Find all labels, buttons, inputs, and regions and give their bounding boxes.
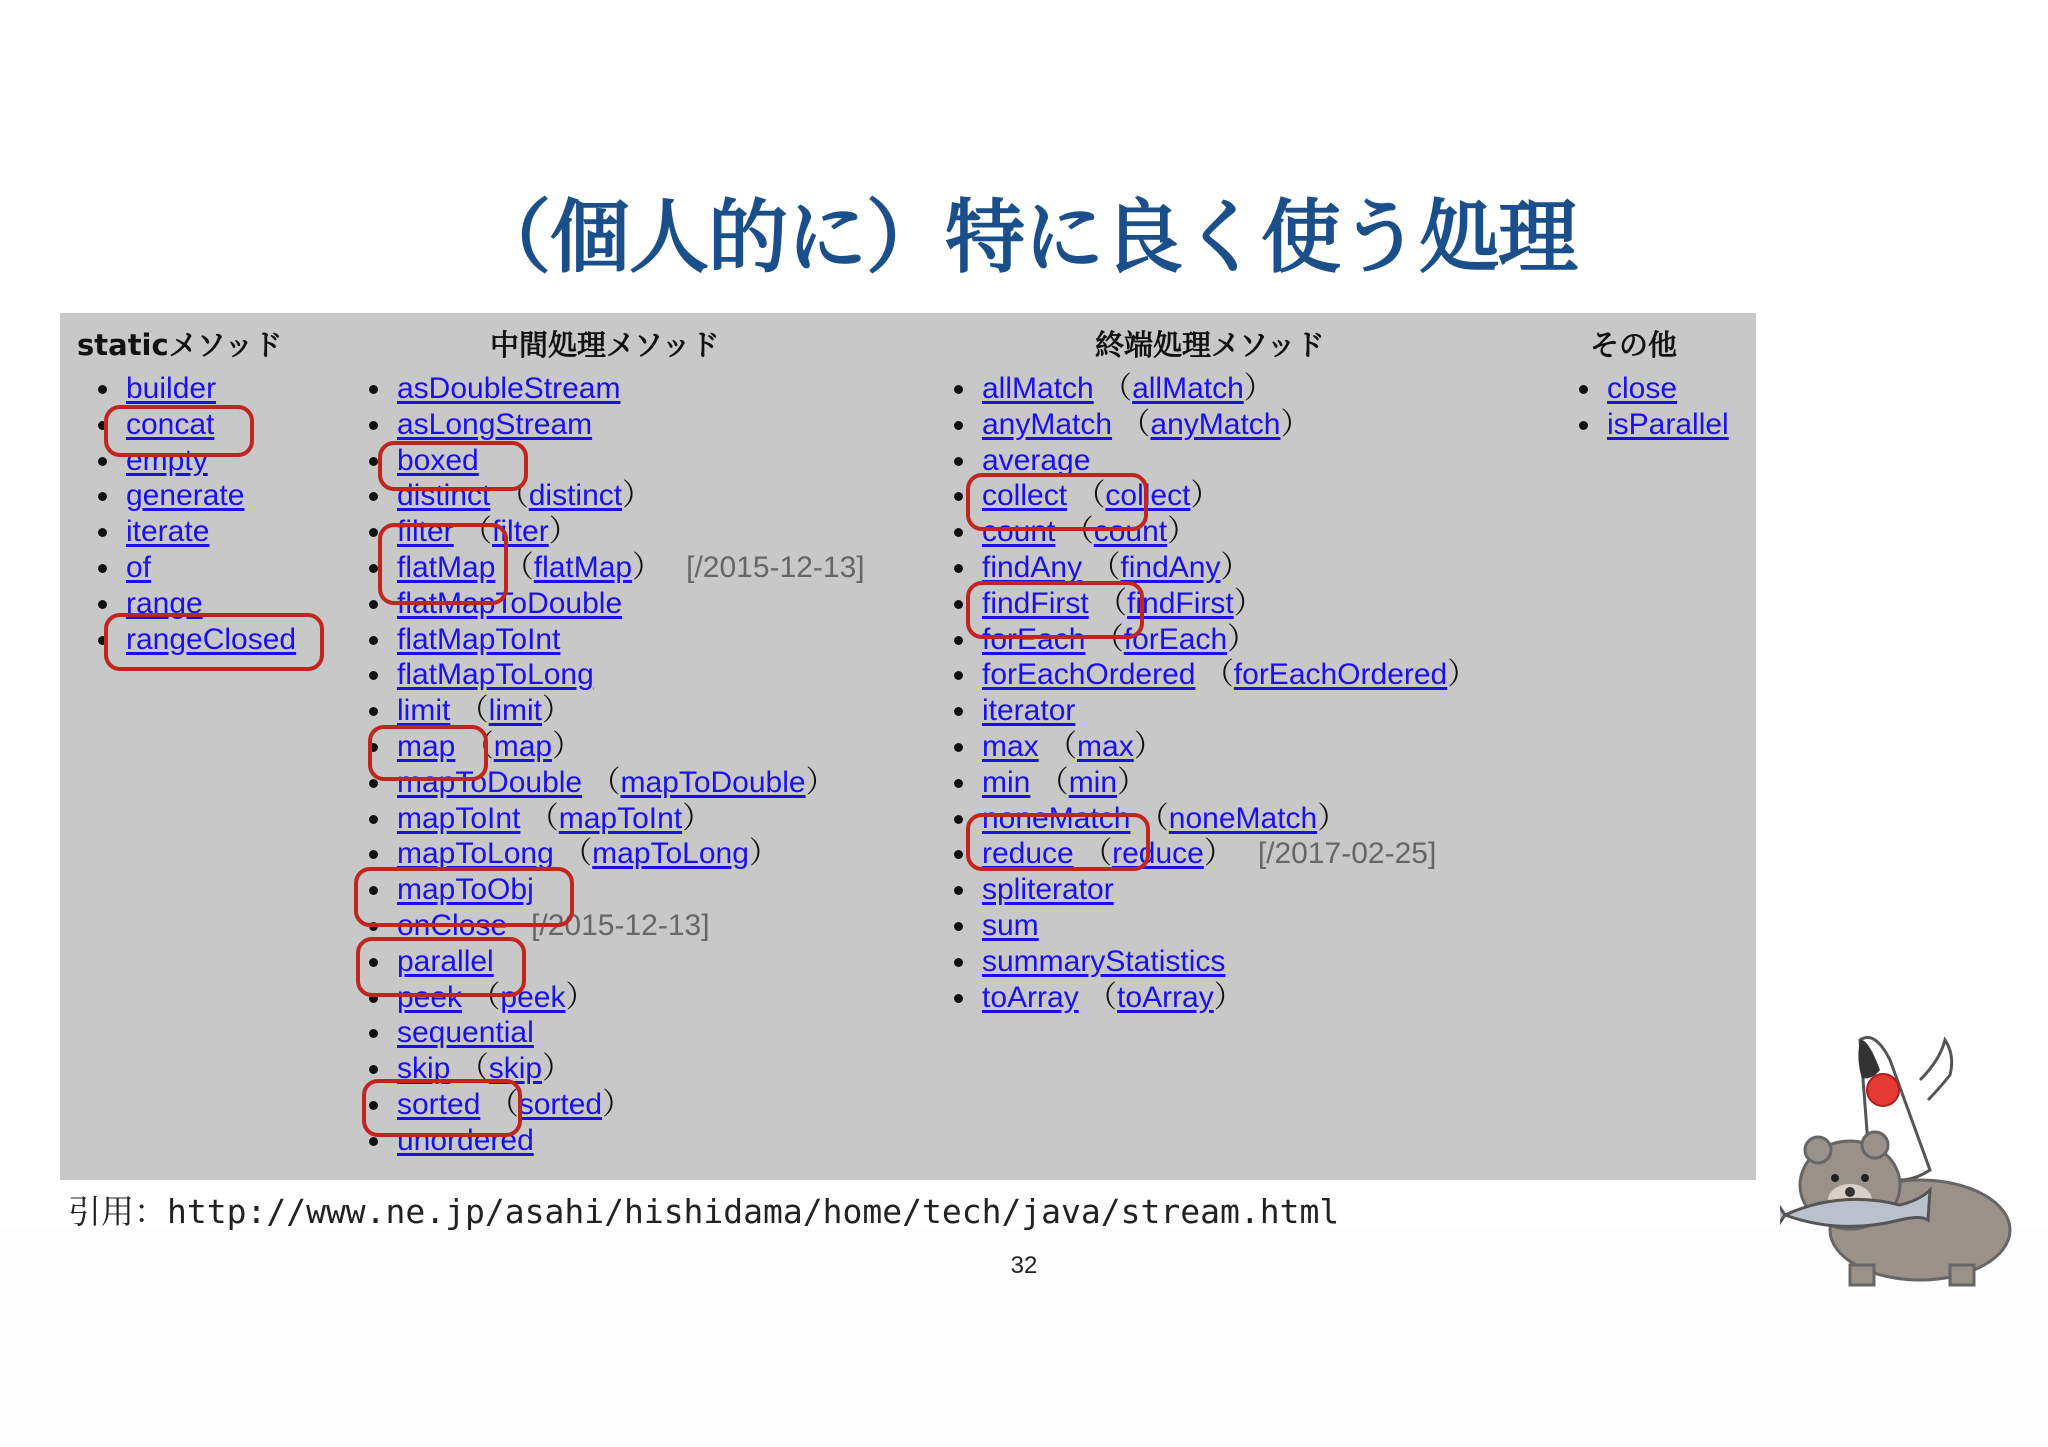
method-item-mapToInt	[397, 801, 865, 837]
duke-bear-mascot-illustration	[1780, 1020, 2030, 1290]
method-link-peek[interactable]: peek	[397, 980, 463, 1014]
method-item-sequential	[397, 1015, 865, 1051]
column-heading-intermediate: 中間処理メソッド	[490, 328, 720, 362]
method-link-filter[interactable]: filter	[397, 515, 454, 549]
method-link-unordered[interactable]: unordered	[397, 1123, 534, 1157]
method-item-unordered	[397, 1123, 865, 1159]
method-link-asLongStream[interactable]: asLongStream	[397, 407, 593, 441]
primitive-method-link-max[interactable]: max	[1077, 729, 1134, 763]
method-link-of[interactable]: of	[126, 550, 152, 584]
paren-close: ）	[552, 729, 583, 763]
primitive-method-link-anyMatch[interactable]: anyMatch	[1150, 407, 1281, 441]
bullet-icon	[369, 492, 378, 501]
method-link-empty[interactable]: empty	[126, 443, 208, 477]
method-item-onClose	[397, 908, 865, 944]
primitive-method-link-sorted[interactable]: sorted	[518, 1087, 603, 1121]
paren-close: ）	[1167, 515, 1198, 549]
paren-close: ）	[1317, 801, 1348, 835]
method-link-range[interactable]: range	[126, 586, 203, 620]
paren-open: （	[450, 694, 489, 728]
bullet-icon	[98, 636, 107, 645]
paren-open: （	[1130, 801, 1169, 835]
method-item-rangeClosed	[126, 622, 296, 658]
paren-open: （	[1030, 765, 1069, 799]
update-date: [/2015-12-13]	[531, 908, 710, 942]
method-item-anyMatch	[982, 407, 1477, 443]
method-item-noneMatch	[982, 801, 1477, 837]
method-link-isParallel[interactable]: isParallel	[1607, 407, 1729, 441]
update-date: [/2015-12-13]	[686, 550, 865, 584]
paren-open: （	[453, 515, 493, 549]
bullet-icon	[369, 671, 378, 680]
paren-close: ）	[1233, 586, 1264, 620]
primitive-method-link-filter[interactable]: filter	[492, 515, 549, 549]
method-item-mapToLong	[397, 836, 865, 872]
method-item-findFirst	[982, 586, 1477, 622]
paren-close: ）	[1213, 980, 1244, 1014]
primitive-method-link-mapToDouble[interactable]: mapToDouble	[620, 765, 806, 799]
method-link-sum[interactable]: sum	[982, 908, 1039, 942]
paren-close: ）	[1190, 479, 1221, 513]
bullet-icon	[954, 994, 963, 1003]
method-item-forEachOrdered	[982, 657, 1477, 693]
primitive-method-link-forEach[interactable]: forEach	[1123, 622, 1228, 656]
paren-open: （	[1112, 407, 1151, 441]
method-item-limit	[397, 693, 865, 729]
bullet-icon	[369, 600, 378, 609]
bullet-icon	[369, 421, 378, 430]
intermediate-method-list	[397, 371, 865, 1159]
method-link-parallel[interactable]: parallel	[397, 944, 494, 978]
method-item-empty	[126, 443, 296, 479]
bullet-icon	[98, 600, 107, 609]
method-link-boxed[interactable]: boxed	[397, 443, 479, 477]
method-item-reduce	[982, 836, 1477, 872]
method-item-max	[982, 729, 1477, 765]
paren-open: （	[480, 1087, 519, 1121]
method-item-count	[982, 514, 1477, 550]
primitive-method-link-limit[interactable]: limit	[488, 694, 542, 728]
paren-open: （	[1082, 550, 1121, 584]
paren-open: （	[1085, 622, 1124, 656]
method-link-findFirst[interactable]: findFirst	[982, 586, 1089, 620]
method-link-anyMatch[interactable]: anyMatch	[982, 407, 1113, 441]
primitive-method-link-skip[interactable]: skip	[488, 1052, 543, 1086]
method-item-summaryStatistics	[982, 944, 1477, 980]
method-item-flatMapToLong	[397, 657, 865, 693]
paren-open: （	[520, 801, 559, 835]
method-link-spliterator[interactable]: spliterator	[982, 873, 1114, 907]
bullet-icon	[369, 886, 378, 895]
bullet-icon	[954, 707, 963, 716]
method-item-sum	[982, 908, 1477, 944]
primitive-method-link-flatMap[interactable]: flatMap	[533, 550, 633, 584]
method-item-distinct	[397, 478, 865, 514]
primitive-method-link-reduce[interactable]: reduce	[1112, 837, 1204, 871]
paren-open: （	[1038, 729, 1078, 763]
primitive-method-link-findAny[interactable]: findAny	[1120, 550, 1221, 584]
method-item-average	[982, 443, 1477, 479]
paren-open: （	[450, 1052, 489, 1086]
method-link-noneMatch[interactable]: noneMatch	[982, 801, 1131, 835]
paren-open: （	[462, 980, 501, 1014]
method-link-concat[interactable]: concat	[126, 407, 215, 441]
bullet-icon	[954, 636, 963, 645]
method-item-map	[397, 729, 865, 765]
paren-close: ）	[565, 980, 596, 1014]
paren-close: ）	[622, 479, 653, 513]
bullet-icon	[369, 1101, 378, 1110]
bullet-icon	[98, 564, 107, 573]
column-heading-other: その他	[1590, 328, 1678, 362]
paren-open: （	[1055, 515, 1094, 549]
bullet-icon	[954, 385, 963, 394]
method-item-flatMapToInt	[397, 622, 865, 658]
method-link-sequential[interactable]: sequential	[397, 1016, 534, 1050]
primitive-method-link-mapToInt[interactable]: mapToInt	[558, 801, 683, 835]
primitive-method-link-allMatch[interactable]: allMatch	[1132, 372, 1244, 405]
method-link-sorted[interactable]: sorted	[397, 1087, 481, 1121]
paren-open: （	[1078, 980, 1118, 1014]
primitive-method-link-noneMatch[interactable]: noneMatch	[1168, 801, 1318, 835]
bullet-icon	[954, 457, 963, 466]
method-item-sorted	[397, 1087, 865, 1123]
paren-close: ）	[602, 1087, 633, 1121]
primitive-method-link-distinct[interactable]: distinct	[528, 479, 623, 513]
method-item-parallel	[397, 944, 865, 980]
bullet-icon	[369, 1137, 378, 1146]
paren-close: ）	[1227, 622, 1258, 656]
method-link-flatMap[interactable]: flatMap	[397, 550, 496, 584]
method-item-skip	[397, 1051, 865, 1087]
method-link-asDoubleStream[interactable]: asDoubleStream	[397, 372, 621, 405]
method-link-skip[interactable]: skip	[397, 1052, 451, 1086]
method-link-flatMapToDouble[interactable]: flatMapToDouble	[397, 586, 623, 620]
stream-method-screenshot	[60, 313, 1756, 1180]
method-item-toArray	[982, 980, 1477, 1016]
bullet-icon	[954, 922, 963, 931]
paren-open: （	[1067, 479, 1106, 513]
bullet-icon	[369, 457, 378, 466]
paren-close: ）	[548, 515, 579, 549]
slide-title: （個人的に）特に良く使う処理	[471, 191, 1577, 284]
bullet-icon	[954, 528, 963, 537]
method-link-onClose[interactable]: onClose	[397, 908, 508, 942]
method-item-close	[1607, 371, 1729, 407]
primitive-method-link-min[interactable]: min	[1068, 765, 1118, 799]
method-item-concat	[126, 407, 296, 443]
method-item-asDoubleStream	[397, 371, 865, 407]
bullet-icon	[369, 707, 378, 716]
method-link-average[interactable]: average	[982, 443, 1091, 477]
method-item-findAny	[982, 550, 1477, 586]
bullet-icon	[369, 922, 378, 931]
method-link-min[interactable]: min	[982, 765, 1031, 799]
method-link-mapToLong[interactable]: mapToLong	[397, 837, 554, 871]
bullet-icon	[98, 492, 107, 501]
method-link-count[interactable]: count	[982, 515, 1056, 549]
primitive-method-link-map[interactable]: map	[493, 729, 553, 763]
method-item-flatMapToDouble	[397, 586, 865, 622]
method-link-close[interactable]: close	[1607, 372, 1678, 405]
column-heading-terminal: 終端処理メソッド	[1095, 328, 1325, 362]
paren-close: ）	[1243, 372, 1274, 405]
static-method-list	[126, 371, 296, 657]
bullet-icon	[98, 457, 107, 466]
bullet-icon	[954, 743, 963, 752]
primitive-method-link-forEachOrdered[interactable]: forEachOrdered	[1233, 658, 1448, 692]
method-item-peek	[397, 980, 865, 1016]
paren-open: （	[1088, 586, 1128, 620]
bullet-icon	[98, 528, 107, 537]
primitive-method-link-toArray[interactable]: toArray	[1117, 980, 1214, 1014]
method-link-reduce[interactable]: reduce	[982, 837, 1074, 871]
paren-open: （	[582, 765, 621, 799]
method-item-range	[126, 586, 296, 622]
bullet-icon	[1579, 421, 1588, 430]
bullet-icon	[369, 743, 378, 752]
paren-close: ）	[1220, 550, 1251, 584]
bullet-icon	[954, 958, 963, 967]
paren-close: ）	[1203, 837, 1234, 871]
method-link-findAny[interactable]: findAny	[982, 550, 1083, 584]
method-item-filter	[397, 514, 865, 550]
method-item-of	[126, 550, 296, 586]
method-link-flatMapToInt[interactable]: flatMapToInt	[397, 622, 561, 656]
primitive-method-link-peek[interactable]: peek	[500, 980, 566, 1014]
method-item-iterate	[126, 514, 296, 550]
method-item-mapToObj	[397, 872, 865, 908]
paren-close: ）	[748, 837, 779, 871]
bullet-icon	[954, 564, 963, 573]
method-item-boxed	[397, 443, 865, 479]
other-method-list	[1607, 371, 1729, 443]
bullet-icon	[369, 385, 378, 394]
method-link-mapToInt[interactable]: mapToInt	[397, 801, 521, 835]
paren-close: ）	[1447, 658, 1478, 692]
bullet-icon	[954, 886, 963, 895]
method-item-allMatch	[982, 371, 1477, 407]
bullet-icon	[369, 815, 378, 824]
bullet-icon	[954, 779, 963, 788]
paren-close: ）	[805, 765, 836, 799]
method-link-mapToObj[interactable]: mapToObj	[397, 873, 534, 907]
method-link-limit[interactable]: limit	[397, 694, 451, 728]
bullet-icon	[369, 850, 378, 859]
method-link-generate[interactable]: generate	[126, 479, 245, 513]
method-item-forEach	[982, 622, 1477, 658]
paren-close: ）	[1117, 765, 1148, 799]
method-link-allMatch[interactable]: allMatch	[982, 372, 1094, 405]
paren-close: ）	[682, 801, 713, 835]
paren-close: ）	[1133, 729, 1164, 763]
bullet-icon	[369, 1029, 378, 1038]
bullet-icon	[98, 385, 107, 394]
method-link-mapToDouble[interactable]: mapToDouble	[397, 765, 583, 799]
method-link-toArray[interactable]: toArray	[982, 980, 1079, 1014]
paren-close: ）	[542, 1052, 573, 1086]
paren-open: （	[553, 837, 593, 871]
method-item-mapToDouble	[397, 765, 865, 801]
method-link-max[interactable]: max	[982, 729, 1039, 763]
method-item-iterator	[982, 693, 1477, 729]
bullet-icon	[954, 850, 963, 859]
column-heading-static: staticメソッド	[77, 328, 283, 362]
bullet-icon	[954, 492, 963, 501]
primitive-method-link-findFirst[interactable]: findFirst	[1127, 586, 1234, 620]
method-link-forEachOrdered[interactable]: forEachOrdered	[982, 658, 1196, 692]
update-date: [/2017-02-25]	[1257, 837, 1437, 871]
bullet-icon	[1579, 385, 1588, 394]
paren-close: ）	[542, 694, 572, 728]
method-item-isParallel	[1607, 407, 1729, 443]
bullet-icon	[954, 421, 963, 430]
method-link-collect[interactable]: collect	[982, 479, 1068, 513]
bullet-icon	[369, 994, 378, 1003]
method-link-forEach[interactable]: forEach	[982, 622, 1086, 656]
bullet-icon	[369, 636, 378, 645]
method-link-builder[interactable]: builder	[126, 372, 217, 405]
terminal-method-list	[982, 371, 1477, 1015]
primitive-method-link-mapToLong[interactable]: mapToLong	[592, 837, 749, 871]
bullet-icon	[369, 528, 378, 537]
primitive-method-link-collect[interactable]: collect	[1105, 479, 1191, 513]
paren-close: ）	[632, 550, 663, 584]
method-link-flatMapToLong[interactable]: flatMapToLong	[397, 658, 594, 692]
bullet-icon	[954, 815, 963, 824]
bullet-icon	[98, 421, 107, 430]
primitive-method-link-count[interactable]: count	[1093, 515, 1168, 549]
page-number: 32	[1010, 1252, 1038, 1279]
method-item-builder	[126, 371, 296, 407]
bullet-icon	[369, 564, 378, 573]
method-item-asLongStream	[397, 407, 865, 443]
bullet-icon	[369, 779, 378, 788]
paren-close: ）	[1280, 407, 1311, 441]
paren-open: （	[490, 479, 529, 513]
method-link-iterate[interactable]: iterate	[126, 515, 210, 549]
bullet-icon	[954, 600, 963, 609]
method-link-rangeClosed[interactable]: rangeClosed	[126, 622, 297, 656]
method-link-iterator[interactable]: iterator	[982, 694, 1076, 728]
method-link-map[interactable]: map	[397, 729, 456, 763]
paren-open: （	[455, 729, 494, 763]
method-item-min	[982, 765, 1477, 801]
method-item-generate	[126, 478, 296, 514]
paren-open: （	[495, 550, 534, 584]
bullet-icon	[369, 1065, 378, 1074]
bullet-icon	[954, 671, 963, 680]
paren-open: （	[1073, 837, 1113, 871]
paren-open: （	[1093, 372, 1133, 405]
paren-open: （	[1195, 658, 1234, 692]
bullet-icon	[369, 958, 378, 967]
source-citation: 引用：http://www.ne.jp/asahi/hishidama/home/tech/java/stream.html	[68, 1192, 1340, 1231]
method-link-distinct[interactable]: distinct	[397, 479, 491, 513]
method-item-collect	[982, 478, 1477, 514]
method-item-spliterator	[982, 872, 1477, 908]
method-item-flatMap	[397, 550, 865, 586]
method-link-summaryStatistics[interactable]: summaryStatistics	[982, 944, 1226, 978]
